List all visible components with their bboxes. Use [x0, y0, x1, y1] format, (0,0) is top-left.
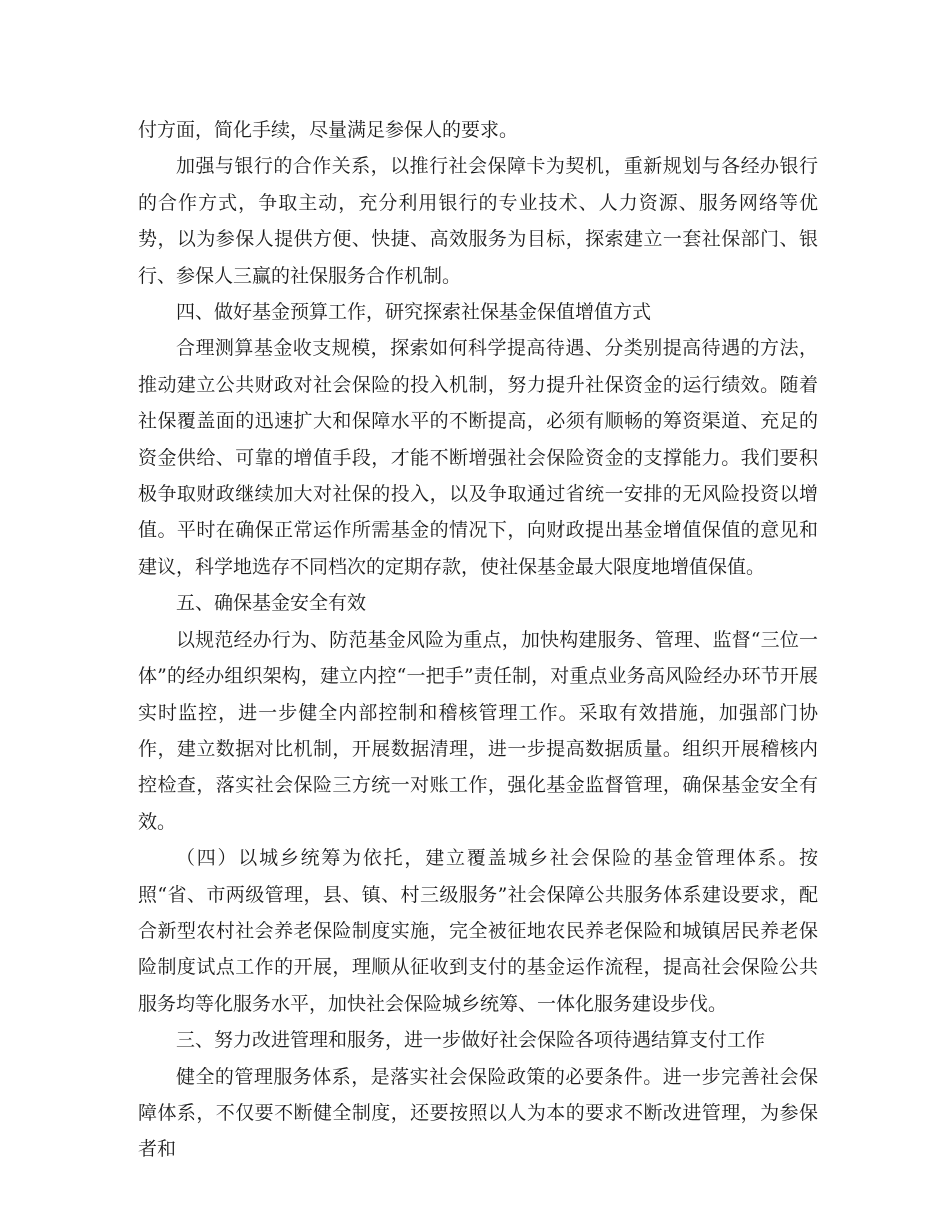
paragraph-management-service: 健全的管理服务体系，是落实社会保险政策的必要条件。进一步完善社会保障体系，不仅要不断健全制度，还要按照以人为本的要求不断改进管理，为参保者和	[138, 1065, 818, 1161]
section-heading-fund-safety: 五、确保基金安全有效	[176, 592, 367, 615]
paragraph-fund-budget: 合理测算基金收支规模，探索如何科学提高待遇、分类别提高待遇的方法，推动建立公共财政对社会保险的投入机制，努力提升社保资金的运行绩效。随着社保覆盖面的迅速扩大和保障水平的不断提高，必须有顺畅的筹资渠道、充足的资金供给、可靠的增值手段，才能不断增强社会保险资金的支撑能力。我们要积极争取财政继续加大对社保的投入，以及争取通过省统一安排的无风险投资以增值。平时在确保正常运作所需基金的情况下，向财政提出基金增值保值的意见和建议，科学地选存不同档次的定期存款，使社保基金最大限度地增值保值。	[138, 337, 818, 578]
paragraph-continuation: 付方面，简化手续，尽量满足参保人的要求。	[138, 119, 519, 141]
section-heading-fund-budget: 四、做好基金预算工作，研究探索社保基金保值增值方式	[176, 301, 652, 324]
paragraph-fund-safety: 以规范经办行为、防范基金风险为重点，加快构建服务、管理、监督“三位一体”的经办组织架构，建立内控“一把手”责任制，对重点业务高风险经办环节开展实时监控，进一步健全内部控制和稽核管理工作。采取有效措施，加强部门协作，建立数据对比机制，开展数据清理，进一步提高数据质量。组织开展稽核内控检查，落实社会保险三方统一对账工作，强化基金监督管理，确保基金安全有效。	[138, 628, 818, 833]
paragraph-urban-rural: （四）以城乡统筹为依托，建立覆盖城乡社会保险的基金管理体系。按照“省、市两级管理，县、镇、村三级服务”社会保障公共服务体系建设要求，配合新型农村社会养老保险制度实施，完全被征地农民养老保险和城镇居民养老保险制度试点工作的开展，理顺从征收到支付的基金运作流程，提高社会保险公共服务均等化服务水平，加快社会保险城乡统筹、一体化服务建设步伐。	[138, 847, 818, 1015]
paragraph-bank-cooperation: 加强与银行的合作关系，以推行社会保障卡为契机，重新规划与各经办银行的合作方式，争取主动，充分利用银行的专业技术、人力资源、服务网络等优势，以为参保人提供方便、快捷、高效服务为目标，探索建立一套社保部门、银行、参保人三赢的社保服务合作机制。	[138, 155, 818, 287]
section-heading-management-service: 三、努力改进管理和服务，进一步做好社会保险各项待遇结算支付工作	[176, 1029, 766, 1052]
document-body	[138, 112, 818, 1168]
